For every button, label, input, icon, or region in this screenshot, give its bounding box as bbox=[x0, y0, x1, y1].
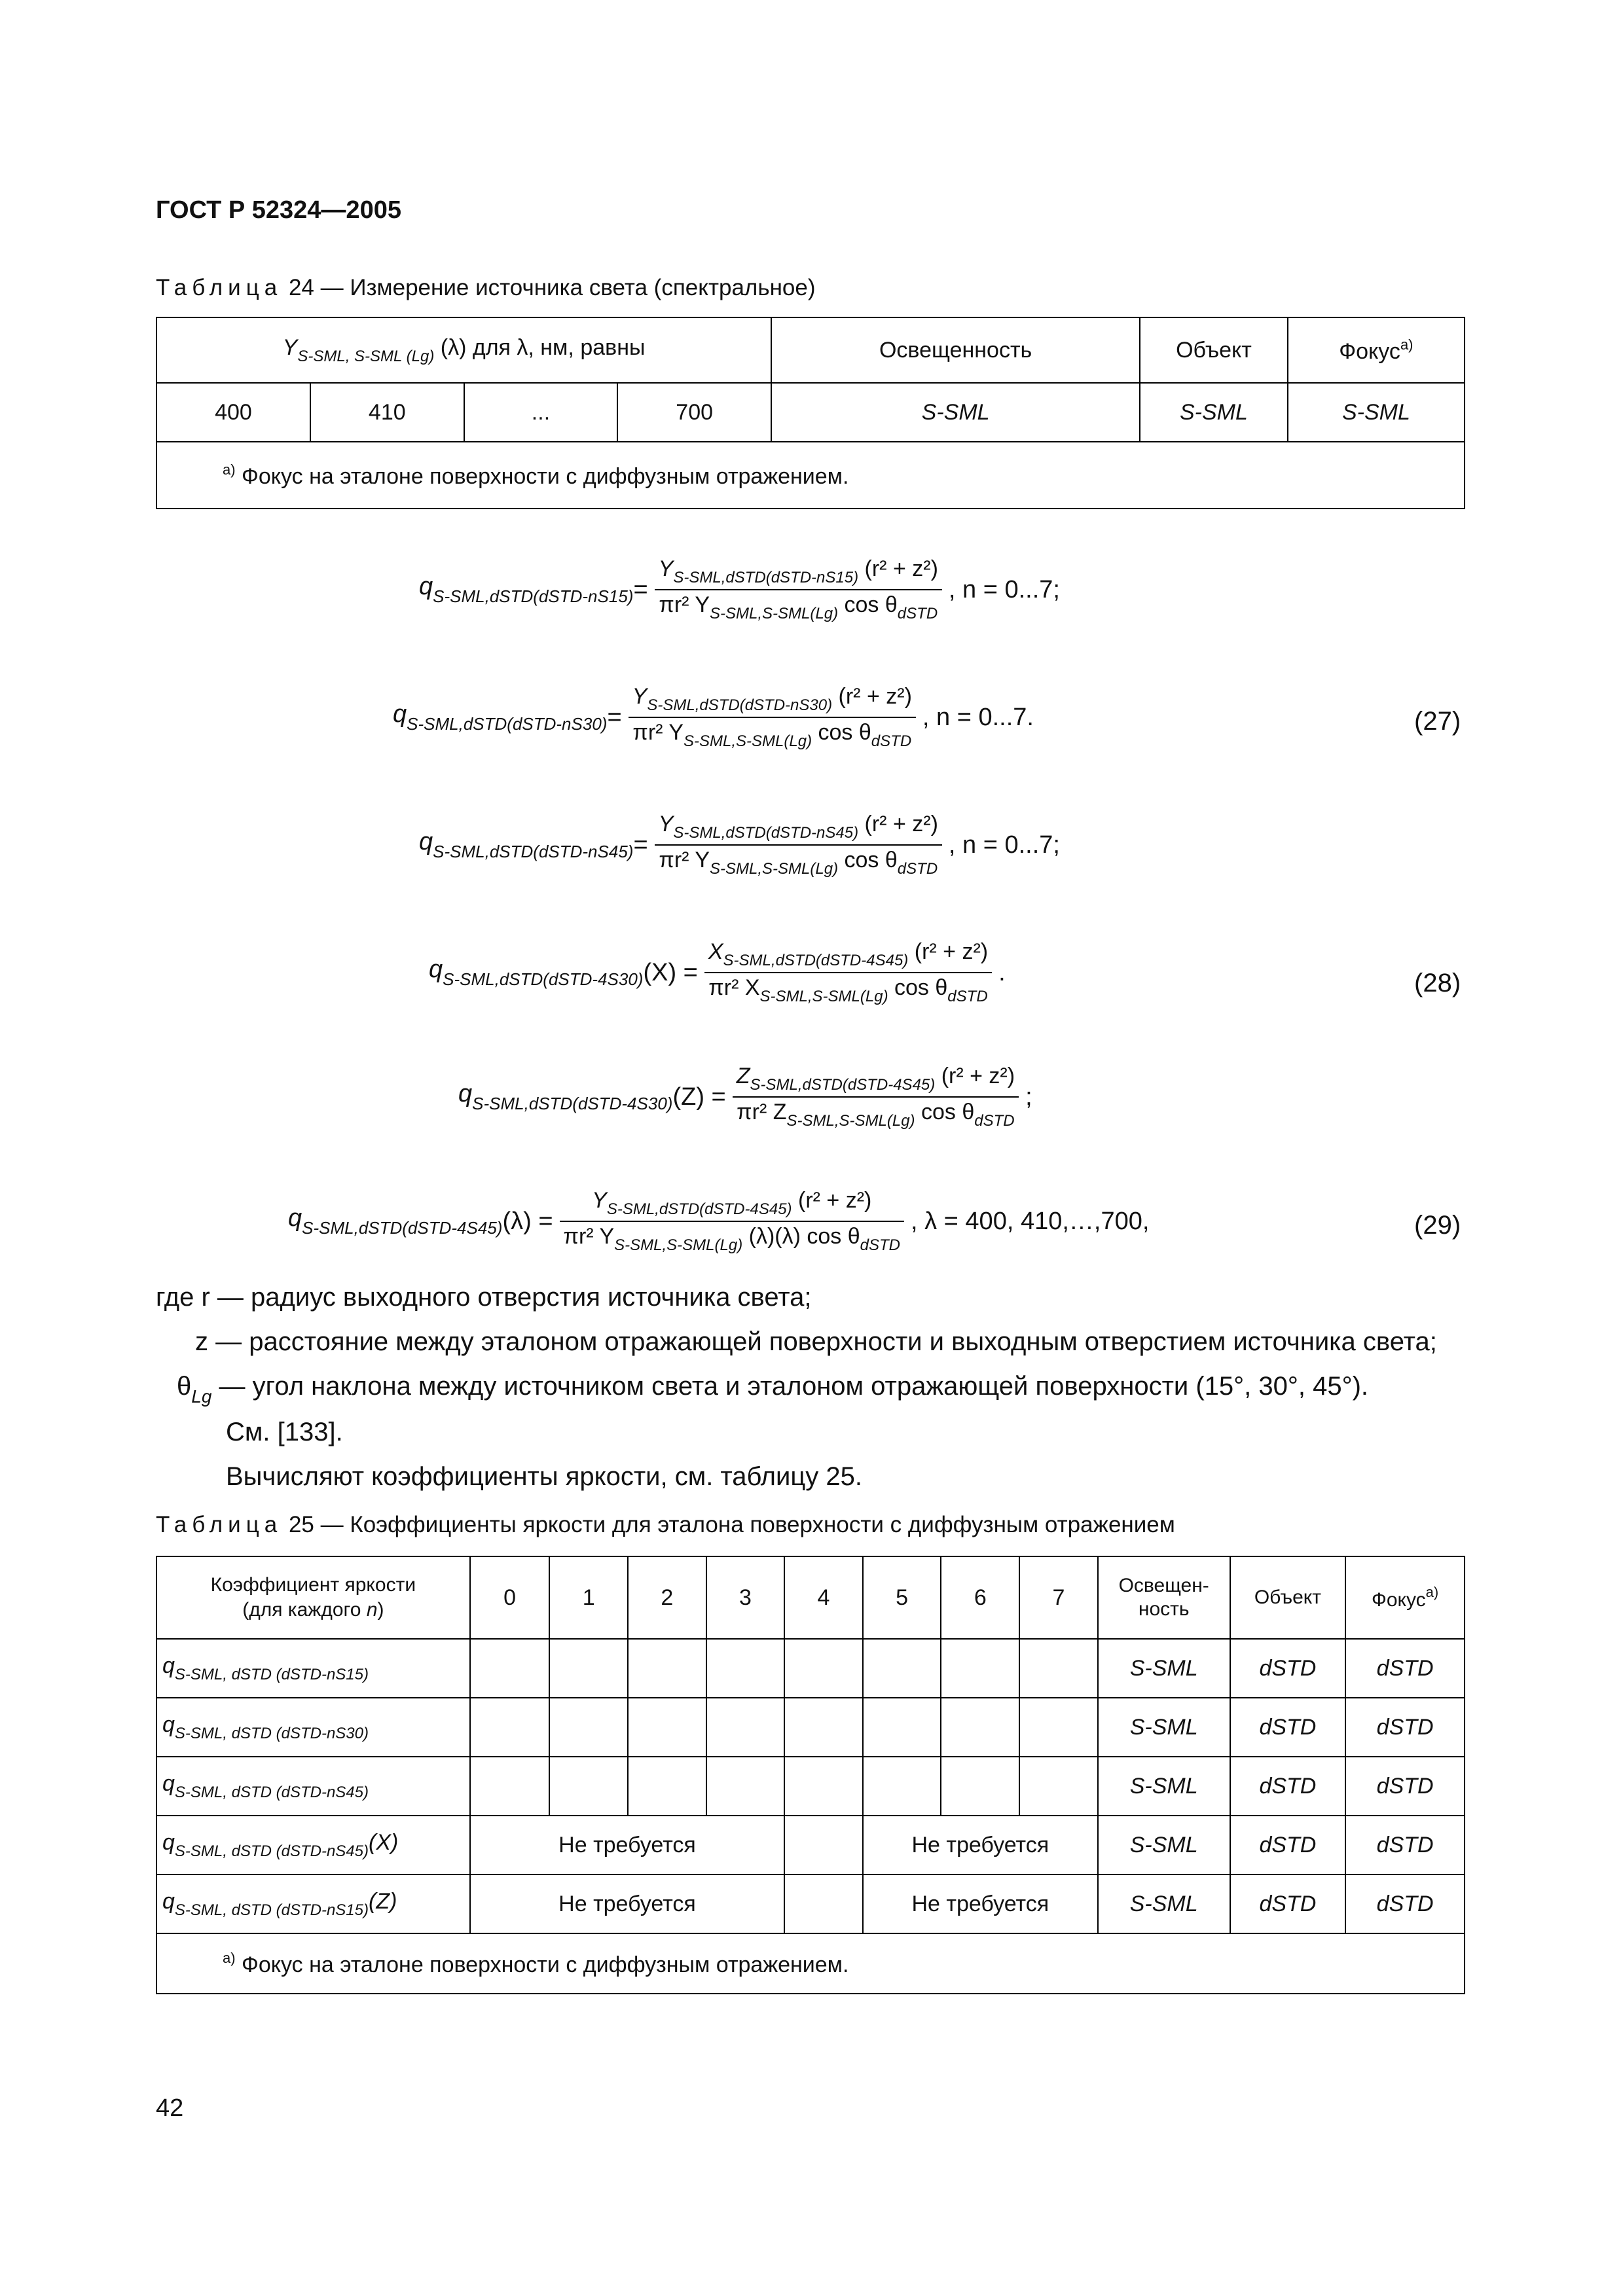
row-object: dSTD bbox=[1230, 1698, 1346, 1757]
row-illum: S-SML bbox=[1098, 1816, 1230, 1874]
table25-col: 3 bbox=[706, 1556, 785, 1639]
table25-col: 1 bbox=[549, 1556, 628, 1639]
table24-focus: S-SML bbox=[1288, 383, 1465, 442]
equation-number-27: (27) bbox=[1414, 707, 1461, 736]
table25-footnote: $^{а)}$ Фокус на эталоне поверхности с диффузным отражением. bbox=[156, 1933, 1465, 1994]
table-row bbox=[156, 1874, 1465, 1933]
row-illum: S-SML bbox=[1098, 1874, 1230, 1933]
row-focus: dSTD bbox=[1345, 1757, 1465, 1816]
row-label: $q_{S-SML, dSTD (dSTD-nS45)}(X)$ bbox=[156, 1816, 470, 1874]
table25-col: 6 bbox=[941, 1556, 1019, 1639]
not-required: Не требуется bbox=[863, 1816, 1098, 1874]
row-focus: dSTD bbox=[1345, 1698, 1465, 1757]
row-object: dSTD bbox=[1230, 1757, 1346, 1816]
row-illum: S-SML bbox=[1098, 1639, 1230, 1698]
row-focus: dSTD bbox=[1345, 1816, 1465, 1874]
table24-caption bbox=[156, 275, 815, 301]
table-row bbox=[156, 1698, 1465, 1757]
formula-q-lambda: $q_{S-SML,dSTD(dSTD-4S45)}$ (λ) = $\frac{Y_{S-SML,dSTD(dSTD-4S45)} (r^2 + z^2)}{\pi r^2 Y_{S-SML,S-SML(Lg)} (\lambda)(\lambda) \cos \theta_{dSTD}}$ , λ = 400, 410,…,700, bbox=[288, 1188, 1150, 1254]
equation-number-28: (28) bbox=[1414, 969, 1461, 997]
table25-caption: Таблица 25 — Коэффициенты яркости для эталона поверхности с диффузным отражением bbox=[156, 1512, 1175, 1537]
instruction-text: Вычисляют коэффициенты яркости, см. таблицу 25. bbox=[226, 1462, 862, 1491]
not-required: Не требуется bbox=[470, 1874, 785, 1933]
table25-col: 7 bbox=[1019, 1556, 1098, 1639]
table24-head-focus: Фокус$^{а)}$ bbox=[1288, 317, 1465, 383]
table25-head-coef: Коэффициент яркости (для каждого n) bbox=[156, 1556, 470, 1639]
document-code: ГОСТ Р 52324—2005 bbox=[156, 196, 401, 224]
table24-footnote: $^{а)}$ Фокус на эталоне поверхности с диффузным отражением. bbox=[156, 442, 1465, 509]
row-label: $q_{S-SML, dSTD (dSTD-nS15)}(Z)$ bbox=[156, 1874, 470, 1933]
row-illum: S-SML bbox=[1098, 1698, 1230, 1757]
table25-col: 4 bbox=[784, 1556, 863, 1639]
table24-col: 400 bbox=[156, 383, 310, 442]
table24-col: 410 bbox=[310, 383, 464, 442]
not-required: Не требуется bbox=[470, 1816, 785, 1874]
where-z: z — расстояние между эталоном отражающей поверхности и выходным отверстием источника света; bbox=[195, 1327, 1437, 1356]
table24-col: 700 bbox=[617, 383, 771, 442]
table24-head-object: Объект bbox=[1140, 317, 1288, 383]
table-row bbox=[156, 1639, 1465, 1698]
where-theta: $\theta_{Lg}$ — угол наклона между источником света и эталоном отражающей поверхности (15°, 30°, 45°). bbox=[177, 1372, 1369, 1407]
row-label: $q_{S-SML, dSTD (dSTD-nS30)}$ bbox=[156, 1698, 470, 1757]
table25-col: 2 bbox=[628, 1556, 706, 1639]
formula-q-ns45: $q_{S-SML,dSTD(dSTD-nS45)}$ = $\frac{Y_{S-SML,dSTD(dSTD-nS45)} (r^2 + z^2)}{\pi r^2 Y_{S-SML,S-SML(Lg)} \cos \theta_{dSTD}}$ , n = 0...7; bbox=[419, 812, 1060, 878]
table24-illum: S-SML bbox=[771, 383, 1140, 442]
table-row bbox=[156, 1757, 1465, 1816]
table25-head-object: Объект bbox=[1230, 1556, 1346, 1639]
page-number: 42 bbox=[156, 2094, 184, 2122]
table25-col: 0 bbox=[470, 1556, 550, 1639]
table-row bbox=[156, 1816, 1465, 1874]
equation-number-29: (29) bbox=[1414, 1211, 1461, 1240]
table24-caption-prefix: Таблица bbox=[156, 275, 283, 300]
table24-object: S-SML bbox=[1140, 383, 1288, 442]
row-illum: S-SML bbox=[1098, 1757, 1230, 1816]
table25-head-illum: Освещен- ность bbox=[1098, 1556, 1230, 1639]
formula-q-ns15: $q_{S-SML,dSTD(dSTD-nS15)}$ = $\frac{Y_{S-SML,dSTD(dSTD-nS15)} (r^2 + z^2)}{\pi r^2 Y_{S-SML,S-SML(Lg)} \cos \theta_{dSTD}}$ , n = 0...7; bbox=[419, 556, 1060, 622]
row-focus: dSTD bbox=[1345, 1639, 1465, 1698]
where-r: где r — радиус выходного отверстия источника света; bbox=[156, 1283, 812, 1312]
table24-caption-text: 24 — Измерение источника света (спектральное) bbox=[282, 275, 816, 300]
table25-col: 5 bbox=[863, 1556, 941, 1639]
row-label: $q_{S-SML, dSTD (dSTD-nS45)}$ bbox=[156, 1757, 470, 1816]
table24-head-illum: Освещенность bbox=[771, 317, 1140, 383]
formula-q-x: $q_{S-SML,dSTD(dSTD-4S30)}$ (X) = $\frac{X_{S-SML,dSTD(dSTD-4S45)} (r^2 + z^2)}{\pi r^2 X_{S-SML,S-SML(Lg)} \cos \theta_{dSTD}}$ . bbox=[429, 939, 1006, 1005]
row-label: $q_{S-SML, dSTD (dSTD-nS15)}$ bbox=[156, 1639, 470, 1698]
table-25 bbox=[156, 1556, 1465, 1994]
formula-q-ns30: $q_{S-SML,dSTD(dSTD-nS30)}$ = $\frac{Y_{S-SML,dSTD(dSTD-nS30)} (r^2 + z^2)}{\pi r^2 Y_{S-SML,S-SML(Lg)} \cos \theta_{dSTD}}$ , n = 0...7. bbox=[393, 684, 1034, 750]
row-object: dSTD bbox=[1230, 1639, 1346, 1698]
table-24 bbox=[156, 317, 1465, 509]
table25-head-focus: Фокус$^{а)}$ bbox=[1345, 1556, 1465, 1639]
formula-q-z: $q_{S-SML,dSTD(dSTD-4S30)}$ (Z) = $\frac{Z_{S-SML,dSTD(dSTD-4S45)} (r^2 + z^2)}{\pi r^2 Z_{S-SML,S-SML(Lg)} \cos \theta_{dSTD}}$ ; bbox=[458, 1064, 1032, 1130]
row-object: dSTD bbox=[1230, 1874, 1346, 1933]
reference-text: См. [133]. bbox=[226, 1418, 343, 1446]
row-object: dSTD bbox=[1230, 1816, 1346, 1874]
row-focus: dSTD bbox=[1345, 1874, 1465, 1933]
table24-col: ... bbox=[464, 383, 618, 442]
not-required: Не требуется bbox=[863, 1874, 1098, 1933]
table24-head-values: $Y_{S-SML, S-SML (Lg)}$ (λ) для λ, нм, равны bbox=[156, 317, 771, 383]
